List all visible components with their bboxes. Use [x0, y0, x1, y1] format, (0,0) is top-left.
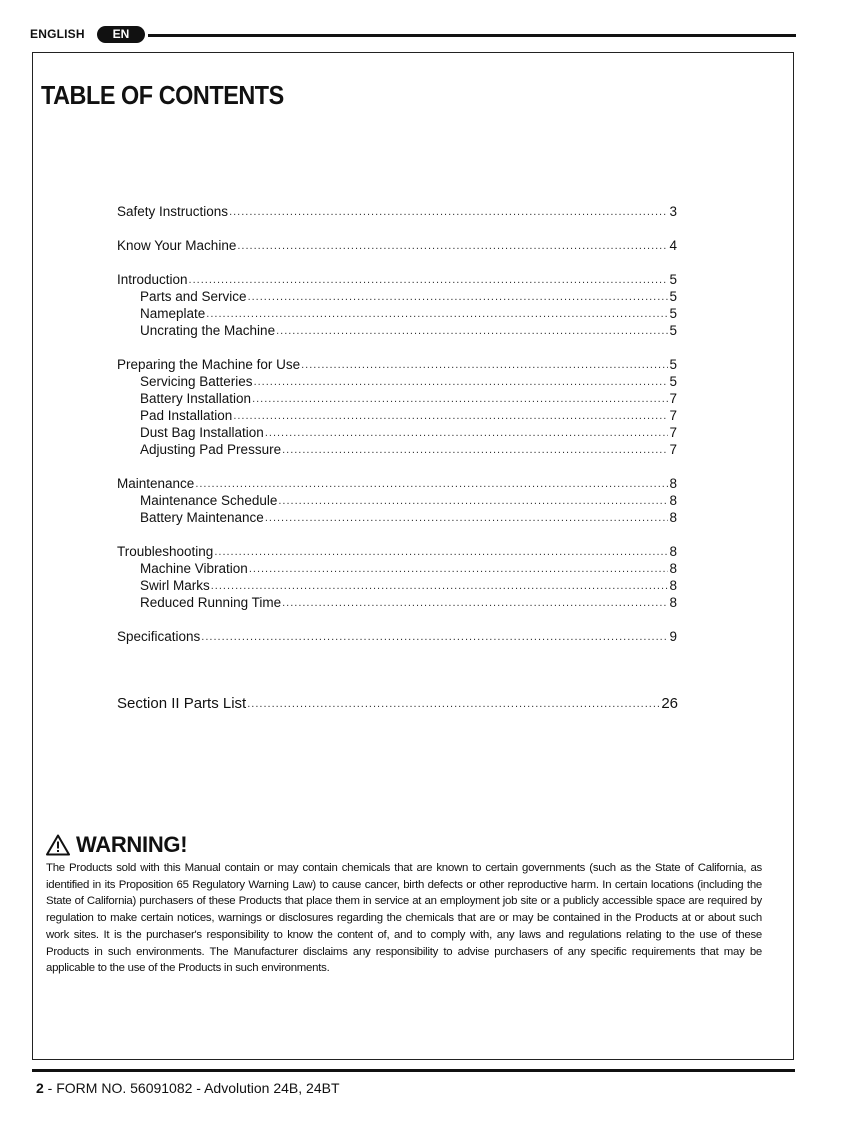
page-title: TABLE OF CONTENTS	[41, 80, 284, 110]
toc-entry-maintenance-schedule[interactable]: Maintenance Schedule ..... 8	[140, 493, 677, 509]
toc-entry-troubleshooting[interactable]: Troubleshooting ..... 8	[117, 544, 677, 560]
warning-triangle-icon	[46, 834, 70, 856]
toc-entry-adjusting-pad-pressure[interactable]: Adjusting Pad Pressure ..... 7	[140, 442, 677, 458]
toc-entry-dust-bag-installation[interactable]: Dust Bag Installation ..... 7	[140, 425, 677, 441]
toc-entry-introduction[interactable]: Introduction ..... 5	[117, 272, 677, 288]
toc-entry-battery-installation[interactable]: Battery Installation ..... 7	[140, 391, 677, 407]
toc-entry-know-your-machine[interactable]: Know Your Machine ..... 4	[117, 238, 677, 254]
toc-entry-nameplate[interactable]: Nameplate ..... 5	[140, 306, 677, 322]
warning-title: WARNING!	[76, 832, 188, 857]
header-rule	[148, 34, 796, 37]
language-badge: EN	[97, 26, 145, 43]
toc-entry-reduced-running-time[interactable]: Reduced Running Time ..... 8	[140, 595, 677, 611]
toc-entry-parts-list[interactable]: Section II Parts List ..... 26	[117, 696, 678, 712]
page-footer	[36, 1080, 340, 1096]
toc-entry-safety-instructions[interactable]: Safety Instructions ..... 3	[117, 204, 677, 220]
warning-text: The Products sold with this Manual contain or may contain chemicals that are known to certain governments (such as the State of California, as identified in its Proposition 65 Regulatory Warning Law) to cause cancer, birth defects or other reproductive harm. In certain locations (including the State of California) purchasers of these Products that place them in service at an employment job site or a publicly accessible space are required by regulation to make certain notices, warnings or disclosures regarding the chemicals that are or may be contained in the Products at or about such work sites. It is the purchaser's responsibility to know the content of, and to comply with, any laws and regulations relating to the use of these Products in such environments. The Manufacturer disclaims any responsibility to advise purchasers of any specific requirements that may be applicable to the use of the Products in such environments.	[46, 862, 762, 975]
page-header	[30, 24, 796, 46]
toc-entry-battery-maintenance[interactable]: Battery Maintenance ..... 8	[140, 510, 677, 526]
page-number: 2	[36, 1080, 44, 1096]
toc-entry-servicing-batteries[interactable]: Servicing Batteries ..... 5	[140, 374, 677, 390]
toc-entry-preparing-machine[interactable]: Preparing the Machine for Use ..... 5	[117, 357, 677, 373]
toc-entry-parts-and-service[interactable]: Parts and Service ..... 5	[140, 289, 677, 305]
language-label: ENGLISH	[30, 27, 85, 41]
footer-rule	[32, 1069, 795, 1072]
form-number: - FORM NO. 56091082 - Advolution 24B, 24BT	[43, 1080, 340, 1096]
toc-entry-machine-vibration[interactable]: Machine Vibration ..... 8	[140, 561, 677, 577]
toc-entry-pad-installation[interactable]: Pad Installation ..... 7	[140, 408, 677, 424]
toc-entry-specifications[interactable]: Specifications ..... 9	[117, 629, 677, 645]
warning-heading	[46, 832, 187, 858]
toc-entry-uncrating[interactable]: Uncrating the Machine ..... 5	[140, 323, 677, 339]
toc-entry-swirl-marks[interactable]: Swirl Marks ..... 8	[140, 578, 677, 594]
toc-entry-maintenance[interactable]: Maintenance ..... 8	[117, 476, 677, 492]
